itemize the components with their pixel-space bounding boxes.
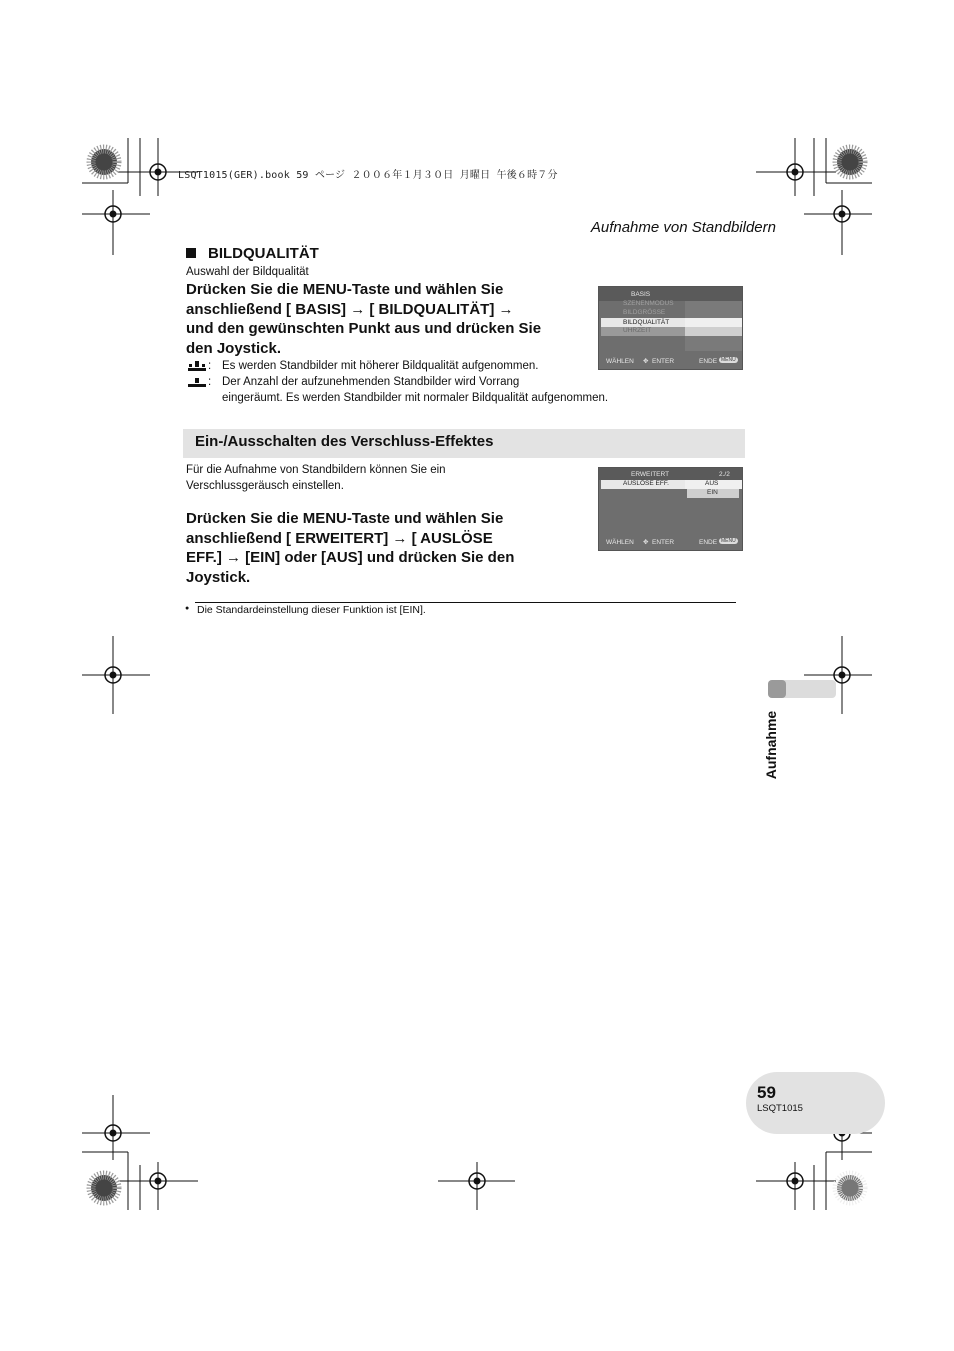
screen-item: SZENENMODUS	[623, 300, 674, 307]
verschluss-instruction	[186, 509, 596, 587]
note-separator: :	[208, 360, 212, 372]
screen-item-selected: BILDQUALITÄT	[623, 319, 670, 326]
joystick-icon: ✥	[643, 539, 649, 546]
joystick-icon: ✥	[643, 358, 649, 365]
bildqualitaet-heading: BILDQUALITÄT	[208, 245, 319, 262]
chapter-label	[748, 703, 794, 787]
screen-footer-select: WÄHLEN	[606, 539, 634, 546]
instruction-line: Drücken Sie die MENU-Taste und wählen Sie	[186, 281, 504, 298]
quality-normal-icon	[188, 376, 206, 388]
screen-footer-enter: ENTER	[652, 539, 675, 546]
menu-badge: MENU	[721, 357, 736, 363]
note-normal-quality-2: eingeräumt. Es werden Standbilder mit normaler Bildqualität aufgenommen.	[222, 392, 609, 404]
note-high-quality: Es werden Standbilder mit höherer Bildqualität aufgenommen.	[222, 360, 539, 372]
screen-page: 2./2	[719, 471, 730, 478]
footnote-rule	[195, 602, 736, 603]
note-separator: :	[208, 376, 212, 388]
instruction-line: den Joystick.	[186, 339, 282, 357]
bildqualitaet-instruction	[186, 280, 596, 358]
erweitert-menu-screen	[598, 467, 743, 551]
screen-footer-select: WÄHLEN	[606, 358, 634, 365]
verschluss-intro-2: Verschlussgeräusch einstellen.	[186, 480, 344, 492]
basis-menu-screen	[598, 286, 743, 370]
screen-footer-end: ENDE	[699, 358, 718, 365]
screen-item: BILDGRÖSSE	[623, 309, 666, 316]
footnote: Die Standardeinstellung dieser Funktion ist [EIN].	[197, 604, 426, 616]
option-aus: AUS	[705, 480, 719, 487]
menu-badge: MENU	[721, 538, 736, 544]
instruction-line: und den gewünschten Punkt aus und drücken Sie	[186, 320, 542, 337]
instruction-line: Drücken Sie die MENU-Taste und wählen Sie	[186, 510, 504, 527]
section-label: Aufnahme von Standbildern	[590, 219, 776, 236]
note-normal-quality-1: Der Anzahl der aufzunehmenden Standbilder wird Vorrang	[222, 376, 520, 388]
document-code: LSQT1015	[757, 1103, 803, 1114]
heading-square-icon	[186, 248, 196, 258]
screen-title: BASIS	[631, 291, 651, 298]
page-number: 59	[757, 1083, 776, 1102]
print-stamp: LSQT1015(GER).book 59 ページ ２００６年１月３０日 月曜日 午後６時７分	[178, 170, 558, 181]
chapter-label-text: Aufnahme	[763, 710, 779, 780]
chapter-tab-marker	[768, 680, 786, 698]
bildqualitaet-subtitle: Auswahl der Bildqualität	[186, 266, 309, 278]
verschluss-intro-1: Für die Aufnahme von Standbildern können Sie ein	[186, 464, 446, 476]
footnote-bullet: ●	[185, 605, 190, 612]
verschluss-heading: Ein-/Ausschalten des Verschluss-Effektes	[195, 433, 494, 450]
screen-footer-end: ENDE	[699, 539, 718, 546]
instruction-line: anschließend [ ERWEITERT] → [ AUSLÖSE	[186, 529, 493, 547]
instruction-line: Joystick.	[186, 568, 251, 586]
instruction-line: anschließend [ BASIS] → [ BILDQUALITÄT] →	[186, 300, 514, 318]
option-ein: EIN	[707, 489, 718, 496]
screen-title: ERWEITERT	[631, 471, 670, 478]
screen-item-selected: AUSLÖSE EFF.	[623, 480, 669, 487]
instruction-line: EFF.] → [EIN] oder [AUS] und drücken Sie den	[186, 549, 515, 566]
screen-footer-enter: ENTER	[652, 358, 675, 365]
screen-item: UHRZEIT	[623, 327, 652, 334]
quality-high-icon	[188, 360, 206, 372]
